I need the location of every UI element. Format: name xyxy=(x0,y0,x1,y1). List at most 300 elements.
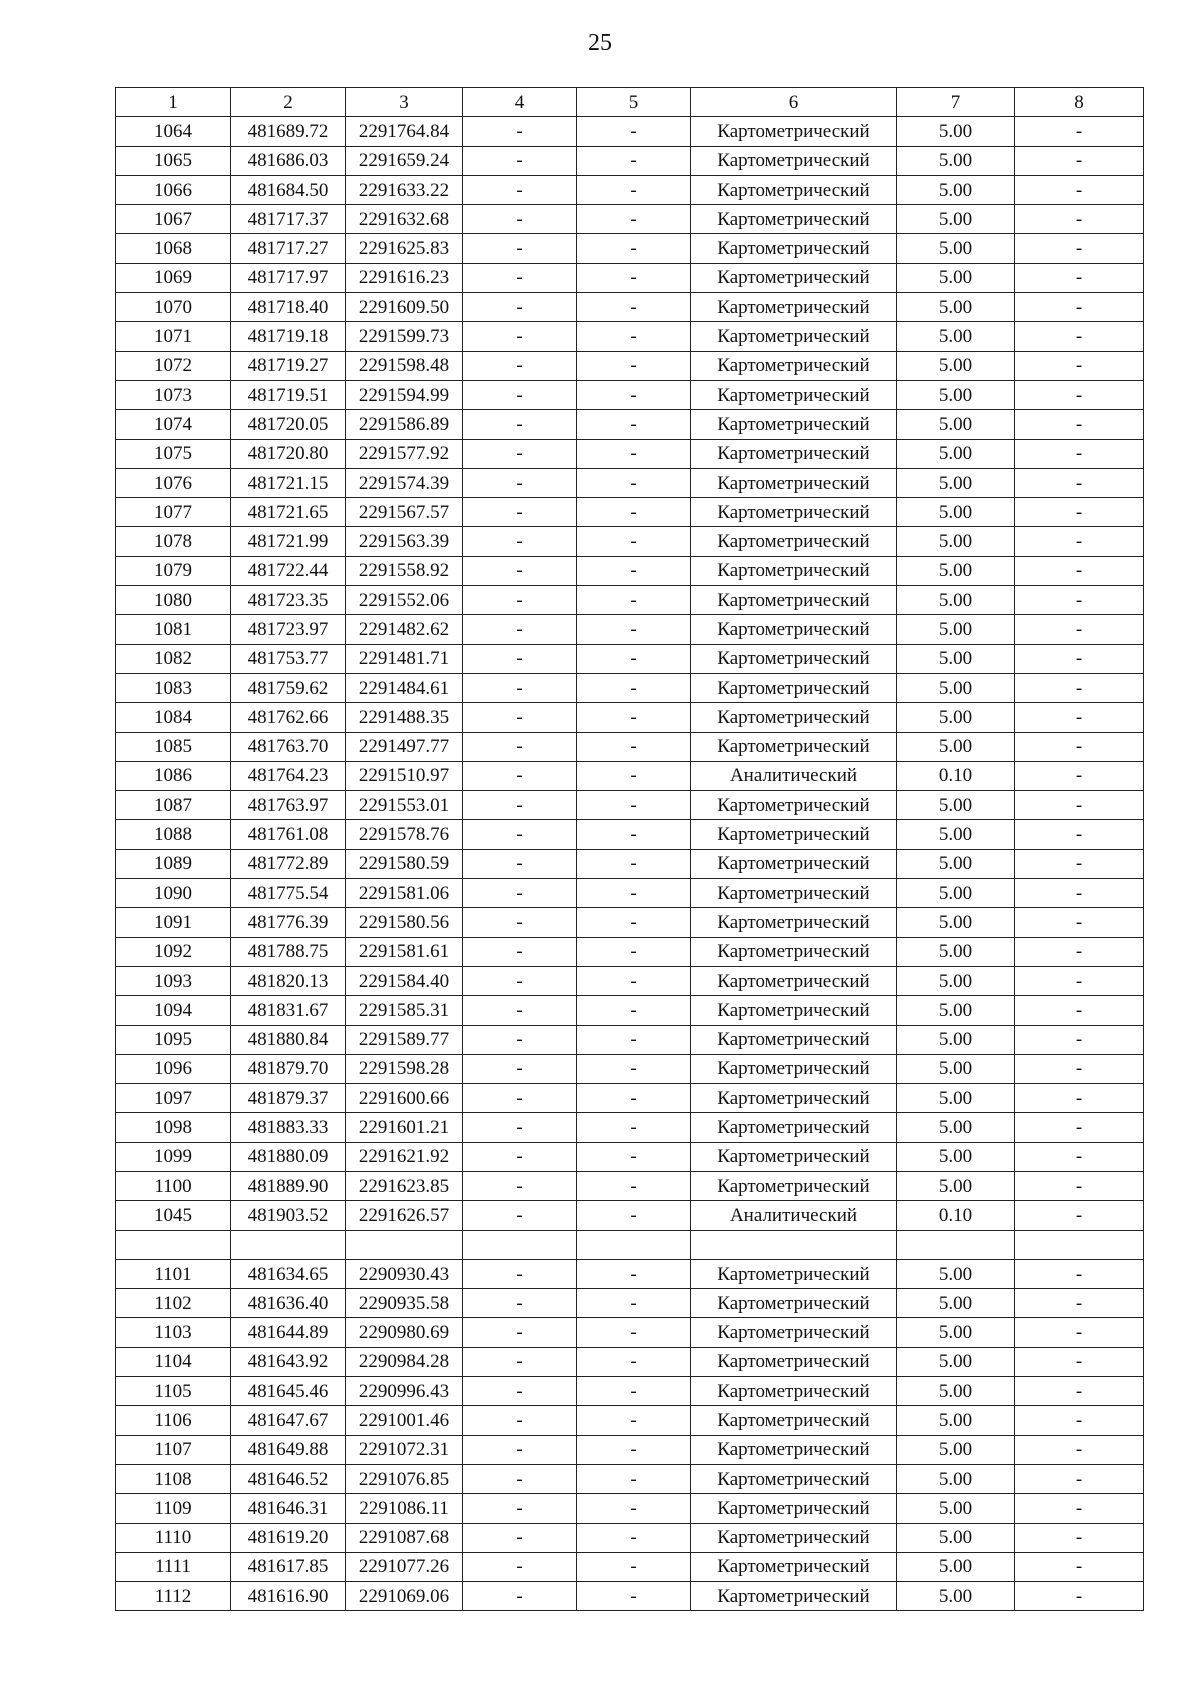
cell-col-4: - xyxy=(463,146,577,175)
cell-x-coordinate: 481759.62 xyxy=(231,673,346,702)
cell-accuracy: 5.00 xyxy=(897,1318,1015,1347)
cell-col-5: - xyxy=(577,146,691,175)
cell-method: Картометрический xyxy=(691,293,897,322)
cell-col-8: - xyxy=(1015,175,1144,204)
column-header-5: 5 xyxy=(577,88,691,117)
cell-point-number: 1082 xyxy=(116,644,231,673)
cell-method: Картометрический xyxy=(691,1406,897,1435)
cell-col-8: - xyxy=(1015,1347,1144,1376)
cell-accuracy: 5.00 xyxy=(897,234,1015,263)
table-row xyxy=(116,1318,1144,1347)
cell-col-5: - xyxy=(577,1464,691,1493)
cell-accuracy: 5.00 xyxy=(897,586,1015,615)
cell-col-5: - xyxy=(577,1318,691,1347)
cell-accuracy: 5.00 xyxy=(897,1582,1015,1611)
cell-point-number: 1109 xyxy=(116,1494,231,1523)
cell-x-coordinate: 481721.99 xyxy=(231,527,346,556)
table-row xyxy=(116,1582,1144,1611)
cell-y-coordinate: 2291558.92 xyxy=(346,556,463,585)
cell-y-coordinate: 2291077.26 xyxy=(346,1552,463,1581)
cell-y-coordinate: 2291574.39 xyxy=(346,468,463,497)
cell-point-number: 1069 xyxy=(116,263,231,292)
cell-x-coordinate: 481719.27 xyxy=(231,351,346,380)
cell-method: Картометрический xyxy=(691,410,897,439)
cell-accuracy: 0.10 xyxy=(897,761,1015,790)
cell-accuracy: 5.00 xyxy=(897,1054,1015,1083)
table-row xyxy=(116,1494,1144,1523)
cell-accuracy: 5.00 xyxy=(897,263,1015,292)
cell-col-5: - xyxy=(577,937,691,966)
cell-col-8: - xyxy=(1015,1377,1144,1406)
cell-x-coordinate: 481831.67 xyxy=(231,996,346,1025)
cell-accuracy: 5.00 xyxy=(897,1113,1015,1142)
cell-method: Картометрический xyxy=(691,1435,897,1464)
cell-x-coordinate: 481763.70 xyxy=(231,732,346,761)
cell-x-coordinate: 481883.33 xyxy=(231,1113,346,1142)
cell-col-8: - xyxy=(1015,1142,1144,1171)
cell-point-number: 1099 xyxy=(116,1142,231,1171)
cell-y-coordinate: 2291589.77 xyxy=(346,1025,463,1054)
cell-col-5: - xyxy=(577,908,691,937)
table-row xyxy=(116,586,1144,615)
cell-col-5: - xyxy=(577,498,691,527)
cell-col-4: - xyxy=(463,468,577,497)
cell-col-8: - xyxy=(1015,439,1144,468)
table-row xyxy=(116,1201,1144,1230)
cell-col-5: - xyxy=(577,849,691,878)
cell-col-8: - xyxy=(1015,1201,1144,1230)
cell-col-4: - xyxy=(463,1464,577,1493)
cell-x-coordinate: 481636.40 xyxy=(231,1289,346,1318)
cell-col-5: - xyxy=(577,1084,691,1113)
cell-method: Аналитический xyxy=(691,761,897,790)
cell-col-4: - xyxy=(463,966,577,995)
cell-x-coordinate: 481643.92 xyxy=(231,1347,346,1376)
cell-point-number: 1097 xyxy=(116,1084,231,1113)
cell-col-4: - xyxy=(463,996,577,1025)
cell-col-8: - xyxy=(1015,996,1144,1025)
cell-accuracy: 5.00 xyxy=(897,1171,1015,1200)
table-row xyxy=(116,1113,1144,1142)
cell-col-5: - xyxy=(577,293,691,322)
cell-x-coordinate: 481619.20 xyxy=(231,1523,346,1552)
cell-y-coordinate: 2291623.85 xyxy=(346,1171,463,1200)
coordinates-table xyxy=(115,87,1144,1611)
cell-point-number: 1110 xyxy=(116,1523,231,1552)
cell-method: Картометрический xyxy=(691,1025,897,1054)
cell-y-coordinate: 2291510.97 xyxy=(346,761,463,790)
cell-col-5: - xyxy=(577,1113,691,1142)
cell-y-coordinate: 2291552.06 xyxy=(346,586,463,615)
cell-method: Картометрический xyxy=(691,1377,897,1406)
cell-point-number: 1071 xyxy=(116,322,231,351)
cell-col-4: - xyxy=(463,293,577,322)
cell-x-coordinate: 481879.37 xyxy=(231,1084,346,1113)
cell-col-4: - xyxy=(463,791,577,820)
table-row xyxy=(116,263,1144,292)
table-row xyxy=(116,1084,1144,1113)
cell-method: Картометрический xyxy=(691,1318,897,1347)
cell-method: Картометрический xyxy=(691,703,897,732)
table-row xyxy=(116,468,1144,497)
cell-point-number: 1065 xyxy=(116,146,231,175)
cell-col-4: - xyxy=(463,1054,577,1083)
cell-accuracy: 5.00 xyxy=(897,673,1015,702)
cell-col-8: - xyxy=(1015,1494,1144,1523)
cell-col-4: - xyxy=(463,1377,577,1406)
cell-x-coordinate: 481772.89 xyxy=(231,849,346,878)
cell-point-number: 1092 xyxy=(116,937,231,966)
cell-point-number: 1068 xyxy=(116,234,231,263)
cell-y-coordinate: 2291598.28 xyxy=(346,1054,463,1083)
cell-method: Картометрический xyxy=(691,908,897,937)
cell-point-number: 1095 xyxy=(116,1025,231,1054)
cell-x-coordinate: 481763.97 xyxy=(231,791,346,820)
cell-y-coordinate: 2291087.68 xyxy=(346,1523,463,1552)
cell-x-coordinate xyxy=(231,1230,346,1259)
cell-x-coordinate: 481717.97 xyxy=(231,263,346,292)
cell-accuracy: 5.00 xyxy=(897,1289,1015,1318)
cell-method: Картометрический xyxy=(691,1054,897,1083)
cell-col-5: - xyxy=(577,879,691,908)
cell-accuracy: 5.00 xyxy=(897,996,1015,1025)
cell-col-5: - xyxy=(577,1025,691,1054)
cell-col-8: - xyxy=(1015,908,1144,937)
cell-col-5: - xyxy=(577,234,691,263)
cell-accuracy: 5.00 xyxy=(897,1142,1015,1171)
table-row xyxy=(116,1377,1144,1406)
cell-method: Картометрический xyxy=(691,351,897,380)
cell-y-coordinate: 2291578.76 xyxy=(346,820,463,849)
cell-accuracy: 5.00 xyxy=(897,1025,1015,1054)
cell-accuracy: 5.00 xyxy=(897,498,1015,527)
cell-point-number: 1087 xyxy=(116,791,231,820)
cell-y-coordinate: 2291632.68 xyxy=(346,205,463,234)
cell-method: Картометрический xyxy=(691,322,897,351)
cell-x-coordinate: 481880.84 xyxy=(231,1025,346,1054)
cell-col-8: - xyxy=(1015,1171,1144,1200)
cell-y-coordinate: 2291069.06 xyxy=(346,1582,463,1611)
table-row xyxy=(116,322,1144,351)
cell-col-4: - xyxy=(463,879,577,908)
cell-y-coordinate: 2290930.43 xyxy=(346,1259,463,1288)
cell-col-5: - xyxy=(577,791,691,820)
cell-col-8: - xyxy=(1015,498,1144,527)
table-row xyxy=(116,1259,1144,1288)
cell-y-coordinate: 2290935.58 xyxy=(346,1289,463,1318)
cell-y-coordinate: 2291001.46 xyxy=(346,1406,463,1435)
cell-col-4: - xyxy=(463,380,577,409)
table-row xyxy=(116,1142,1144,1171)
cell-method: Картометрический xyxy=(691,263,897,292)
cell-x-coordinate: 481718.40 xyxy=(231,293,346,322)
cell-col-8: - xyxy=(1015,586,1144,615)
cell-col-4: - xyxy=(463,615,577,644)
cell-point-number: 1073 xyxy=(116,380,231,409)
cell-col-8: - xyxy=(1015,937,1144,966)
cell-col-8: - xyxy=(1015,1259,1144,1288)
cell-method xyxy=(691,1230,897,1259)
cell-x-coordinate: 481788.75 xyxy=(231,937,346,966)
table-row xyxy=(116,146,1144,175)
cell-accuracy: 5.00 xyxy=(897,1377,1015,1406)
cell-col-5: - xyxy=(577,410,691,439)
cell-y-coordinate: 2291072.31 xyxy=(346,1435,463,1464)
cell-x-coordinate: 481880.09 xyxy=(231,1142,346,1171)
cell-col-4: - xyxy=(463,1347,577,1376)
cell-accuracy: 5.00 xyxy=(897,820,1015,849)
cell-y-coordinate: 2291086.11 xyxy=(346,1494,463,1523)
table-row xyxy=(116,380,1144,409)
cell-point-number: 1112 xyxy=(116,1582,231,1611)
cell-method: Картометрический xyxy=(691,820,897,849)
cell-accuracy xyxy=(897,1230,1015,1259)
cell-y-coordinate: 2291625.83 xyxy=(346,234,463,263)
cell-y-coordinate: 2291497.77 xyxy=(346,732,463,761)
cell-method: Картометрический xyxy=(691,439,897,468)
cell-col-5: - xyxy=(577,761,691,790)
cell-col-5: - xyxy=(577,820,691,849)
table-row xyxy=(116,293,1144,322)
cell-accuracy: 5.00 xyxy=(897,1523,1015,1552)
cell-y-coordinate: 2291584.40 xyxy=(346,966,463,995)
cell-x-coordinate: 481761.08 xyxy=(231,820,346,849)
cell-col-8: - xyxy=(1015,820,1144,849)
cell-col-5 xyxy=(577,1230,691,1259)
cell-col-5: - xyxy=(577,468,691,497)
cell-method: Картометрический xyxy=(691,1084,897,1113)
cell-col-5: - xyxy=(577,322,691,351)
cell-col-4: - xyxy=(463,1406,577,1435)
cell-col-5: - xyxy=(577,732,691,761)
cell-accuracy: 0.10 xyxy=(897,1201,1015,1230)
table-row xyxy=(116,761,1144,790)
cell-point-number: 1070 xyxy=(116,293,231,322)
cell-method: Картометрический xyxy=(691,644,897,673)
cell-y-coordinate: 2291609.50 xyxy=(346,293,463,322)
cell-point-number: 1084 xyxy=(116,703,231,732)
cell-col-5: - xyxy=(577,439,691,468)
cell-col-8: - xyxy=(1015,761,1144,790)
cell-point-number: 1081 xyxy=(116,615,231,644)
cell-y-coordinate: 2291484.61 xyxy=(346,673,463,702)
cell-col-5: - xyxy=(577,1054,691,1083)
cell-col-4: - xyxy=(463,1494,577,1523)
cell-point-number: 1111 xyxy=(116,1552,231,1581)
cell-x-coordinate: 481762.66 xyxy=(231,703,346,732)
cell-col-5: - xyxy=(577,1289,691,1318)
cell-point-number: 1089 xyxy=(116,849,231,878)
cell-point-number: 1094 xyxy=(116,996,231,1025)
cell-x-coordinate: 481719.18 xyxy=(231,322,346,351)
cell-x-coordinate: 481720.05 xyxy=(231,410,346,439)
cell-col-8: - xyxy=(1015,849,1144,878)
cell-method: Картометрический xyxy=(691,527,897,556)
cell-x-coordinate: 481753.77 xyxy=(231,644,346,673)
cell-accuracy: 5.00 xyxy=(897,322,1015,351)
column-header-8: 8 xyxy=(1015,88,1144,117)
cell-col-8: - xyxy=(1015,732,1144,761)
cell-x-coordinate: 481721.15 xyxy=(231,468,346,497)
cell-y-coordinate: 2291567.57 xyxy=(346,498,463,527)
cell-col-4: - xyxy=(463,205,577,234)
cell-col-8: - xyxy=(1015,146,1144,175)
cell-col-5: - xyxy=(577,703,691,732)
cell-col-8: - xyxy=(1015,117,1144,146)
table-header-row xyxy=(116,88,1144,117)
cell-col-8: - xyxy=(1015,1552,1144,1581)
cell-point-number: 1108 xyxy=(116,1464,231,1493)
cell-x-coordinate: 481689.72 xyxy=(231,117,346,146)
cell-col-4: - xyxy=(463,673,577,702)
cell-col-4: - xyxy=(463,1113,577,1142)
cell-col-4: - xyxy=(463,1318,577,1347)
cell-col-4: - xyxy=(463,556,577,585)
cell-col-4: - xyxy=(463,937,577,966)
cell-col-4: - xyxy=(463,1201,577,1230)
cell-col-5: - xyxy=(577,1523,691,1552)
cell-point-number: 1072 xyxy=(116,351,231,380)
cell-method: Картометрический xyxy=(691,468,897,497)
cell-accuracy: 5.00 xyxy=(897,468,1015,497)
cell-col-8: - xyxy=(1015,1084,1144,1113)
cell-col-8: - xyxy=(1015,468,1144,497)
table-row xyxy=(116,644,1144,673)
cell-accuracy: 5.00 xyxy=(897,615,1015,644)
cell-point-number: 1066 xyxy=(116,175,231,204)
cell-method: Картометрический xyxy=(691,937,897,966)
table-row xyxy=(116,937,1144,966)
cell-point-number: 1106 xyxy=(116,1406,231,1435)
cell-y-coordinate: 2291580.56 xyxy=(346,908,463,937)
cell-col-4: - xyxy=(463,1084,577,1113)
cell-point-number: 1077 xyxy=(116,498,231,527)
cell-y-coordinate: 2291594.99 xyxy=(346,380,463,409)
table-row xyxy=(116,1552,1144,1581)
cell-method: Картометрический xyxy=(691,791,897,820)
cell-accuracy: 5.00 xyxy=(897,380,1015,409)
cell-x-coordinate: 481820.13 xyxy=(231,966,346,995)
cell-x-coordinate: 481686.03 xyxy=(231,146,346,175)
cell-col-4: - xyxy=(463,820,577,849)
cell-col-5: - xyxy=(577,966,691,995)
cell-col-4: - xyxy=(463,644,577,673)
cell-accuracy: 5.00 xyxy=(897,410,1015,439)
cell-col-8: - xyxy=(1015,879,1144,908)
cell-x-coordinate: 481645.46 xyxy=(231,1377,346,1406)
cell-x-coordinate: 481721.65 xyxy=(231,498,346,527)
cell-col-5: - xyxy=(577,644,691,673)
cell-col-4: - xyxy=(463,849,577,878)
cell-method: Картометрический xyxy=(691,498,897,527)
cell-accuracy: 5.00 xyxy=(897,1552,1015,1581)
cell-y-coordinate: 2290996.43 xyxy=(346,1377,463,1406)
cell-col-4 xyxy=(463,1230,577,1259)
cell-col-8: - xyxy=(1015,1523,1144,1552)
cell-y-coordinate: 2291481.71 xyxy=(346,644,463,673)
cell-col-8: - xyxy=(1015,1289,1144,1318)
cell-col-4: - xyxy=(463,322,577,351)
cell-x-coordinate: 481889.90 xyxy=(231,1171,346,1200)
cell-accuracy: 5.00 xyxy=(897,351,1015,380)
cell-y-coordinate: 2291553.01 xyxy=(346,791,463,820)
cell-y-coordinate: 2290980.69 xyxy=(346,1318,463,1347)
table-row xyxy=(116,908,1144,937)
cell-accuracy: 5.00 xyxy=(897,1347,1015,1376)
cell-col-4: - xyxy=(463,1582,577,1611)
cell-col-5: - xyxy=(577,1171,691,1200)
cell-col-4: - xyxy=(463,1142,577,1171)
cell-x-coordinate: 481649.88 xyxy=(231,1435,346,1464)
cell-col-5: - xyxy=(577,380,691,409)
cell-accuracy: 5.00 xyxy=(897,966,1015,995)
table-row xyxy=(116,1025,1144,1054)
cell-col-5: - xyxy=(577,673,691,702)
cell-method: Картометрический xyxy=(691,996,897,1025)
cell-x-coordinate: 481776.39 xyxy=(231,908,346,937)
cell-col-4: - xyxy=(463,1259,577,1288)
cell-col-5: - xyxy=(577,1259,691,1288)
cell-accuracy: 5.00 xyxy=(897,439,1015,468)
cell-accuracy: 5.00 xyxy=(897,791,1015,820)
cell-col-4: - xyxy=(463,1523,577,1552)
cell-x-coordinate: 481616.90 xyxy=(231,1582,346,1611)
cell-accuracy: 5.00 xyxy=(897,1406,1015,1435)
cell-col-5: - xyxy=(577,586,691,615)
cell-point-number: 1107 xyxy=(116,1435,231,1464)
cell-point-number: 1080 xyxy=(116,586,231,615)
cell-method: Картометрический xyxy=(691,966,897,995)
cell-col-5: - xyxy=(577,996,691,1025)
cell-accuracy: 5.00 xyxy=(897,908,1015,937)
cell-method: Картометрический xyxy=(691,1523,897,1552)
cell-col-4: - xyxy=(463,351,577,380)
cell-col-4: - xyxy=(463,439,577,468)
cell-col-4: - xyxy=(463,586,577,615)
cell-col-8: - xyxy=(1015,1464,1144,1493)
cell-y-coordinate: 2291482.62 xyxy=(346,615,463,644)
cell-y-coordinate: 2291626.57 xyxy=(346,1201,463,1230)
cell-x-coordinate: 481644.89 xyxy=(231,1318,346,1347)
cell-x-coordinate: 481684.50 xyxy=(231,175,346,204)
cell-x-coordinate: 481647.67 xyxy=(231,1406,346,1435)
cell-col-4: - xyxy=(463,1289,577,1318)
table-row xyxy=(116,351,1144,380)
cell-y-coordinate: 2291581.06 xyxy=(346,879,463,908)
table-row xyxy=(116,1289,1144,1318)
cell-y-coordinate: 2291580.59 xyxy=(346,849,463,878)
cell-method: Картометрический xyxy=(691,732,897,761)
cell-point-number: 1074 xyxy=(116,410,231,439)
table-row xyxy=(116,1464,1144,1493)
cell-method: Картометрический xyxy=(691,1552,897,1581)
cell-y-coordinate: 2291488.35 xyxy=(346,703,463,732)
cell-col-8: - xyxy=(1015,966,1144,995)
cell-method: Картометрический xyxy=(691,1464,897,1493)
table-row xyxy=(116,439,1144,468)
cell-col-4: - xyxy=(463,117,577,146)
column-header-2: 2 xyxy=(231,88,346,117)
cell-y-coordinate: 2291633.22 xyxy=(346,175,463,204)
cell-x-coordinate: 481617.85 xyxy=(231,1552,346,1581)
cell-x-coordinate: 481764.23 xyxy=(231,761,346,790)
cell-method: Картометрический xyxy=(691,175,897,204)
cell-col-5: - xyxy=(577,1406,691,1435)
cell-method: Картометрический xyxy=(691,1582,897,1611)
table-row xyxy=(116,1523,1144,1552)
cell-x-coordinate: 481646.52 xyxy=(231,1464,346,1493)
cell-col-4: - xyxy=(463,527,577,556)
